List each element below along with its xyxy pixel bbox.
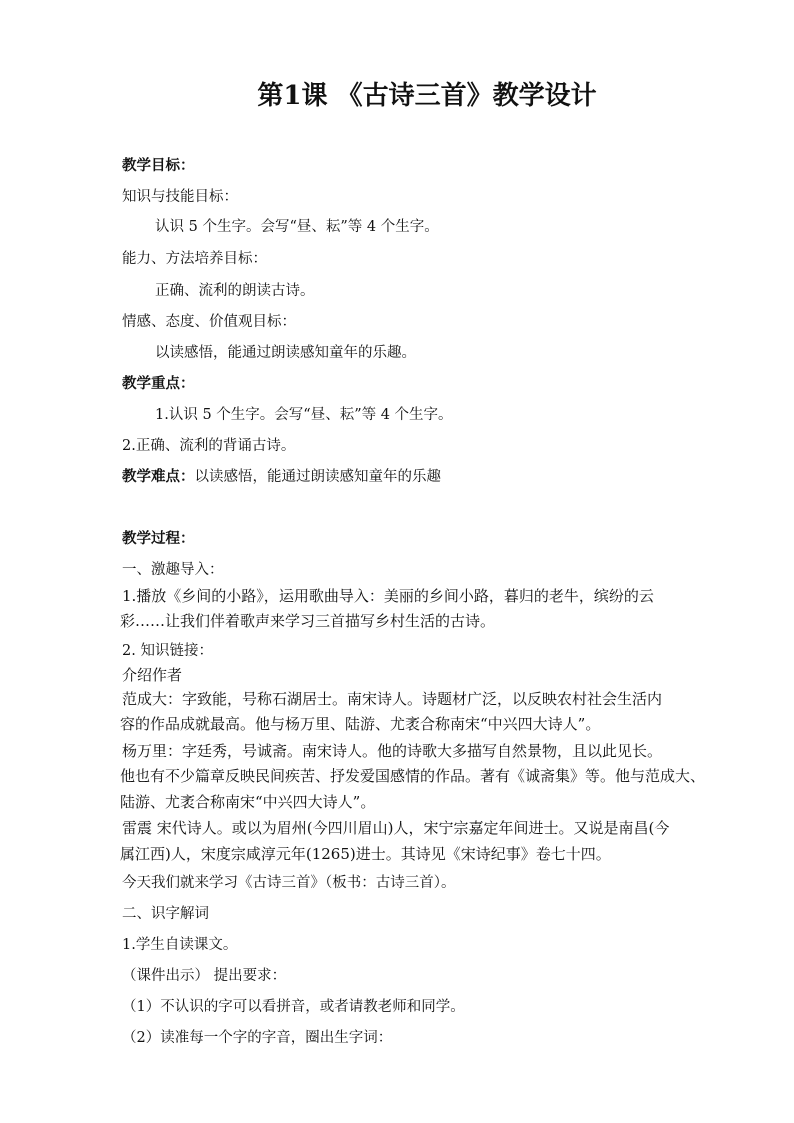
emotion-heading: 情感、态度、价值观目标： — [122, 314, 296, 330]
ability-text: 正确、流利的朗读古诗。 — [155, 283, 315, 299]
difficulty-heading: 教学难点： — [122, 468, 195, 485]
step1-item1-line1: 1.播放《乡间的小路》，运用歌曲导入：美丽的乡间小路，暮归的老牛，缤纷的云 — [122, 587, 654, 605]
difficulty-text: 以读感悟，能通过朗读感知童年的乐趣 — [194, 469, 441, 485]
step2-item-1: 1.学生自读课文。 — [122, 937, 238, 953]
ability-heading: 能力、方法培养目标： — [122, 251, 267, 267]
yang-wanli-line-2: 他也有不少篇章反映民间疾苦、抒发爱国感情的作品。著有《诚斋集》等。他与范成大、 — [120, 767, 706, 785]
step1-item1-line2: 彩……让我们伴着歌声来学习三首描写乡村生活的古诗。 — [120, 612, 496, 630]
lei-zhen-line-1: 雷震 宋代诗人。或以为眉州(今四川眉山)人，宋宁宗嘉定年间进士。又说是南昌(今 — [122, 819, 670, 837]
fan-chengda-line-1: 范成大：字致能，号称石湖居士。南宋诗人。诗题材广泛，以反映农村社会生活内 — [122, 690, 663, 708]
fan-chengda-line-2: 容的作品成就最高。他与杨万里、陆游、尤袤合称南宋“中兴四大诗人”。 — [120, 715, 601, 733]
step2-courseware: （课件出示） 提出要求： — [122, 968, 287, 984]
knowledge-heading: 知识与技能目标： — [122, 189, 238, 205]
step2-heading: 二、识字解词 — [122, 906, 209, 922]
objectives-heading: 教学目标： — [122, 157, 195, 174]
today-line: 今天我们就来学习《古诗三首》（板书：古诗三首）。 — [122, 875, 456, 891]
lei-zhen-line-2: 属江西)人，宋度宗咸淳元年(1265)进士。其诗见《宋诗纪事》卷七十四。 — [120, 845, 611, 863]
knowledge-text: 认识 5 个生字。会写“昼、耘”等 4 个生字。 — [155, 219, 439, 235]
emotion-text: 以读感悟，能通过朗读感知童年的乐趣。 — [155, 345, 416, 361]
step2-requirement-1: （1）不认识的字可以看拼音，或者请教老师和同学。 — [122, 999, 465, 1015]
key-point-item-2: 2.正确、流利的背诵古诗。 — [122, 438, 296, 454]
yang-wanli-line-3: 陆游、尤袤合称南宋“中兴四大诗人”。 — [120, 793, 376, 811]
yang-wanli-line-1: 杨万里：字廷秀，号诚斋。南宋诗人。他的诗歌大多描写自然景物，且以此见长。 — [122, 742, 663, 760]
process-heading: 教学过程： — [122, 530, 195, 547]
key-points-heading: 教学重点： — [122, 375, 195, 392]
step1-heading: 一、激趣导入： — [122, 562, 224, 578]
step2-requirement-2: （2）读准每一个字的字音，圈出生字词： — [122, 1030, 393, 1046]
key-point-item-1: 1.认识 5 个生字。会写“昼、耘”等 4 个生字。 — [155, 407, 453, 423]
document-title: 第1课 《古诗三首》教学设计 — [257, 81, 597, 111]
difficulty-line — [122, 466, 441, 488]
step1-item2: 2. 知识链接： — [122, 643, 213, 659]
intro-authors: 介绍作者 — [122, 666, 183, 684]
